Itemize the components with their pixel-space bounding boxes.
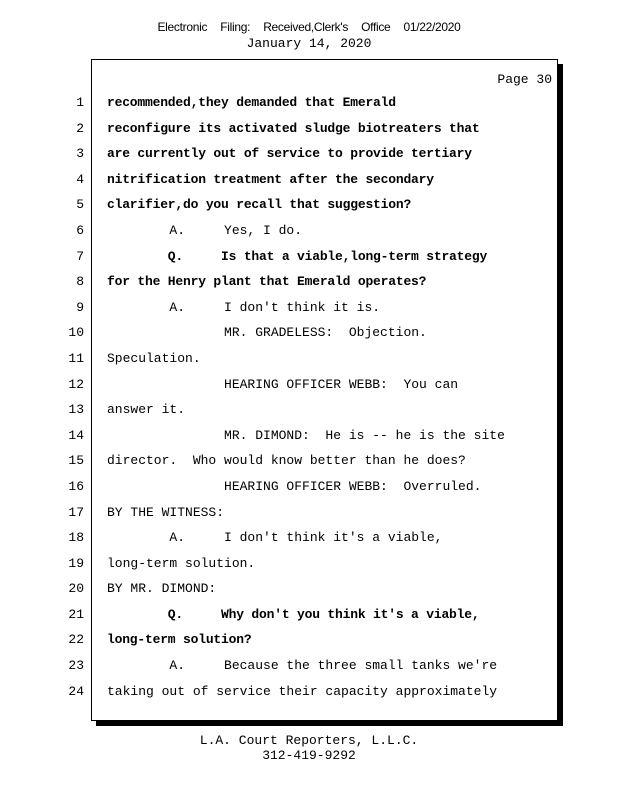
line-number: 2: [76, 120, 84, 136]
transcript-line: director. Who would know better than he does?: [107, 453, 466, 469]
filing-stamp: [0, 20, 618, 34]
transcript-line: clarifier,do you recall that suggestion?: [107, 197, 412, 213]
line-number: 8: [76, 274, 84, 290]
transcript-line: A. Because the three small tanks we're: [107, 658, 498, 674]
transcript-line: long-term solution.: [107, 555, 256, 571]
transcript-line: are currently out of service to provide tertiary: [107, 146, 472, 162]
transcript-body: [107, 95, 547, 709]
line-number: 7: [76, 248, 84, 264]
line-number: 9: [76, 299, 84, 315]
footer-company: L.A. Court Reporters, L.L.C.: [199, 733, 419, 748]
transcript-line: BY MR. DIMOND:: [107, 581, 217, 597]
transcript-line: HEARING OFFICER WEBB: You can: [107, 376, 459, 392]
line-number: 11: [68, 350, 84, 366]
transcript-line: taking out of service their capacity approximately: [107, 683, 498, 699]
page-number: Page 30: [497, 72, 552, 87]
transcript-line: A. Yes, I do.: [107, 222, 303, 238]
transcript-line: recommended,they demanded that Emerald: [107, 95, 396, 110]
line-number: 19: [68, 555, 84, 571]
line-number: 14: [68, 427, 84, 443]
line-number: 6: [76, 222, 84, 238]
filing-part: Received,Clerk's: [263, 20, 349, 34]
line-number: 22: [68, 632, 84, 648]
transcript-line: BY THE WITNESS:: [107, 504, 225, 520]
line-number: 17: [68, 504, 84, 520]
transcript-line: MR. DIMOND: He is -- he is the site: [107, 427, 505, 443]
transcript-line: answer it.: [107, 402, 186, 418]
filing-part: Electronic: [157, 20, 208, 34]
line-number: 1: [76, 95, 84, 110]
transcript-line: A. I don't think it is.: [107, 299, 381, 315]
line-number: 13: [68, 402, 84, 418]
filing-part: Filing:: [220, 20, 251, 34]
transcript-line: Q. Is that a viable,long-term strategy: [107, 248, 488, 264]
line-number: 5: [76, 197, 84, 213]
transcript-date: January 14, 2020: [246, 36, 372, 51]
line-number: 15: [68, 453, 84, 469]
transcript-line: nitrification treatment after the secondary: [107, 171, 434, 187]
line-number: 3: [76, 146, 84, 162]
line-number-column: [56, 95, 84, 709]
line-number: 20: [68, 581, 84, 597]
transcript-line: A. I don't think it's a viable,: [107, 530, 443, 546]
filing-part: Office: [361, 20, 391, 34]
footer-phone: 312-419-9292: [262, 748, 356, 763]
line-number: 24: [68, 683, 84, 699]
transcript-line: for the Henry plant that Emerald operates?: [107, 274, 427, 290]
transcript-line: Speculation.: [107, 350, 201, 366]
line-number: 18: [68, 530, 84, 546]
transcript-line: reconfigure its activated sludge biotreaters that: [107, 120, 480, 136]
line-number: 21: [68, 606, 84, 622]
line-number: 16: [68, 478, 84, 494]
line-number: 10: [68, 325, 84, 341]
line-number: 12: [68, 376, 84, 392]
line-number: 23: [68, 658, 84, 674]
transcript-line: HEARING OFFICER WEBB: Overruled.: [107, 478, 482, 494]
transcript-line: Q. Why don't you think it's a viable,: [107, 606, 480, 622]
filing-part: 01/22/2020: [403, 20, 461, 34]
transcript-line: long-term solution?: [107, 632, 252, 648]
transcript-line: MR. GRADELESS: Objection.: [107, 325, 427, 341]
line-number: 4: [76, 171, 84, 187]
